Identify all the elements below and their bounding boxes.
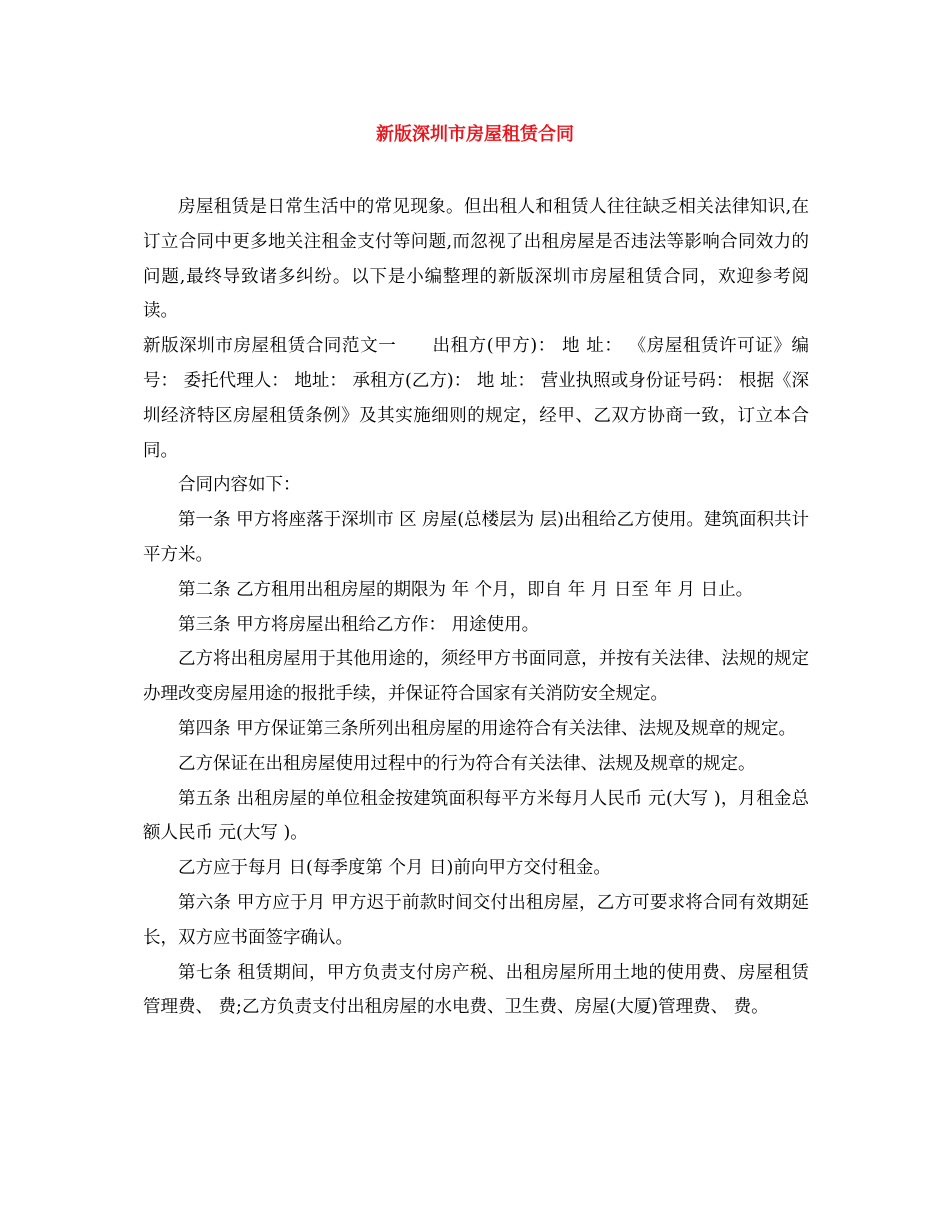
- paragraph-article-6: 第六条 甲方应于月 甲方迟于前款时间交付出租房屋，乙方可要求将合同有效期延长，双方应书面签字确认。: [143, 892, 809, 948]
- paragraph-article-2: 第二条 乙方租用出租房屋的期限为 年 个月，即自 年 月 日至 年 月 日止。: [178, 579, 754, 600]
- paragraph-article-7: 第七条 租赁期间，甲方负责支付房产税、出租房屋所用土地的使用费、房屋租赁管理费、 费;乙方负责支付出租房屋的水电费、卫生费、房屋(大厦)管理费、 费。: [143, 962, 809, 1018]
- paragraph-article-5-note: 乙方应于每月 日(每季度第 个月 日)前向甲方交付租金。: [178, 858, 611, 879]
- document-title: 新版深圳市房屋租赁合同: [376, 124, 574, 145]
- paragraph-intro: 房屋租赁是日常生活中的常见现象。但出租人和租赁人往往缺乏相关法律知识,在订立合同中更多地关注租金支付等问题,而忽视了出租房屋是否违法等影响合同效力的问题,最终导致诸多纠纷。以下是小编整理的新版深圳市房屋租赁合同，欢迎参考阅读。: [143, 197, 809, 322]
- paragraph-article-1: 第一条 甲方将座落于深圳市 区 房屋(总楼层为 层)出租给乙方使用。建筑面积共计 平方米。: [143, 510, 809, 565]
- paragraph-article-3-note: 乙方将出租房屋用于其他用途的，须经甲方书面同意，并按有关法律、法规的规定办理改变房屋用途的报批手续，并保证符合国家有关消防安全规定。: [143, 649, 809, 705]
- paragraph-article-4-note: 乙方保证在出租房屋使用过程中的行为符合有关法律、法规及规章的规定。: [178, 753, 756, 774]
- paragraph-article-4: 第四条 甲方保证第三条所列出租房屋的用途符合有关法律、法规及规章的规定。: [178, 718, 797, 739]
- paragraph-contents-heading: 合同内容如下：: [178, 475, 301, 496]
- paragraph-article-3: 第三条 甲方将房屋出租给乙方作： 用途使用。: [178, 614, 540, 635]
- paragraph-parties: 新版深圳市房屋租赁合同范文一 出租方(甲方)： 地 址： 《房屋租赁许可证》编号： 委托代理人： 地址： 承租方(乙方)： 地 址： 营业执照或身份证号码： 根据《深圳经济特区房屋租赁条例》及其实施细则的规定，经甲、乙双方协商一致，订立本合同。: [143, 336, 809, 461]
- document-body: [143, 190, 809, 1025]
- paragraph-article-5: 第五条 出租房屋的单位租金按建筑面积每平方米每月人民币 元(大写 )，月租金总额人民币 元(大写 )。: [143, 788, 809, 844]
